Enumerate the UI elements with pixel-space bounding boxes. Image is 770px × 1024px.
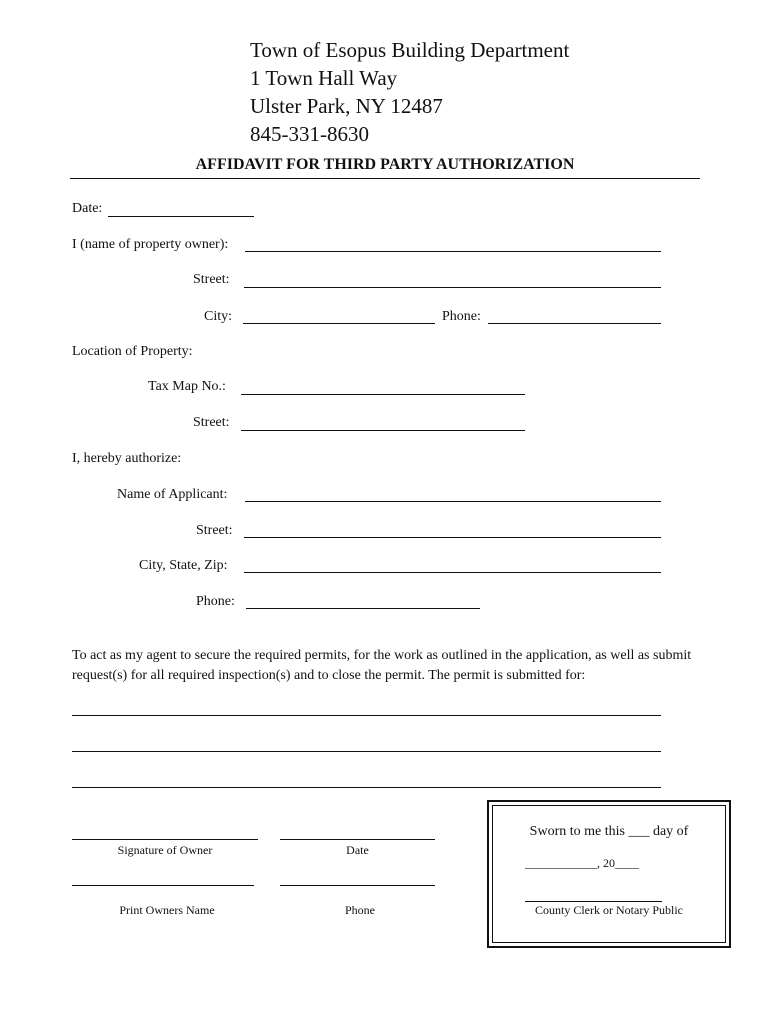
applicant-street-field[interactable] [244,537,661,538]
page-title: AFFIDAVIT FOR THIRD PARTY AUTHORIZATION [195,156,575,173]
property-street-field[interactable] [241,430,525,431]
address-line-2: Ulster Park, NY 12487 [250,94,443,118]
signature-owner-caption: Signature of Owner [117,843,213,857]
signature-phone-caption: Phone [345,903,375,917]
title-rule [70,178,700,179]
department-phone: 845-331-8630 [250,122,369,146]
signature-phone-field[interactable] [280,885,435,886]
applicant-phone-label: Phone: [196,594,235,609]
owner-signature-field[interactable] [72,839,258,840]
permit-line-3[interactable] [72,787,661,788]
location-heading: Location of Property: [72,344,193,359]
date-field[interactable] [108,216,254,217]
permit-line-2[interactable] [72,751,661,752]
agent-paragraph: To act as my agent to secure the required permits, for the work as outlined in the application, as well as submit request(s) for all required inspection(s) and to close the permit. The permit is submitted for: [72,648,692,683]
address-line-1: 1 Town Hall Way [250,66,398,90]
notary-signature-field[interactable] [525,901,662,902]
owner-phone-label: Phone: [442,309,481,324]
signature-date-caption: Date [346,843,369,857]
applicant-name-field[interactable] [245,501,661,502]
owner-street-label: Street: [193,272,230,287]
tax-map-label: Tax Map No.: [148,379,226,394]
department-name: Town of Esopus Building Department [250,38,570,62]
property-street-label: Street: [193,415,230,430]
print-name-field[interactable] [72,885,254,886]
applicant-name-label: Name of Applicant: [117,487,228,502]
tax-map-field[interactable] [241,394,525,395]
notary-box [487,800,731,948]
applicant-city-field[interactable] [244,572,661,573]
authorize-heading: I, hereby authorize: [72,451,182,466]
applicant-city-label: City, State, Zip: [139,558,228,573]
owner-city-label: City: [204,309,233,324]
permit-line-1[interactable] [72,715,661,716]
print-name-caption: Print Owners Name [119,903,215,917]
sworn-text: Sworn to me this ___ day of [529,824,689,839]
owner-phone-field[interactable] [488,323,661,324]
signature-date-field[interactable] [280,839,435,840]
owner-street-field[interactable] [244,287,661,288]
owner-name-field[interactable] [245,251,661,252]
date-label: Date: [72,201,103,216]
owner-name-label: I (name of property owner): [72,237,229,252]
applicant-phone-field[interactable] [246,608,480,609]
notary-caption: County Clerk or Notary Public [535,903,683,917]
notary-date-line[interactable]: ____________, 20____ [525,856,639,870]
owner-city-field[interactable] [243,323,435,324]
applicant-street-label: Street: [196,523,233,538]
